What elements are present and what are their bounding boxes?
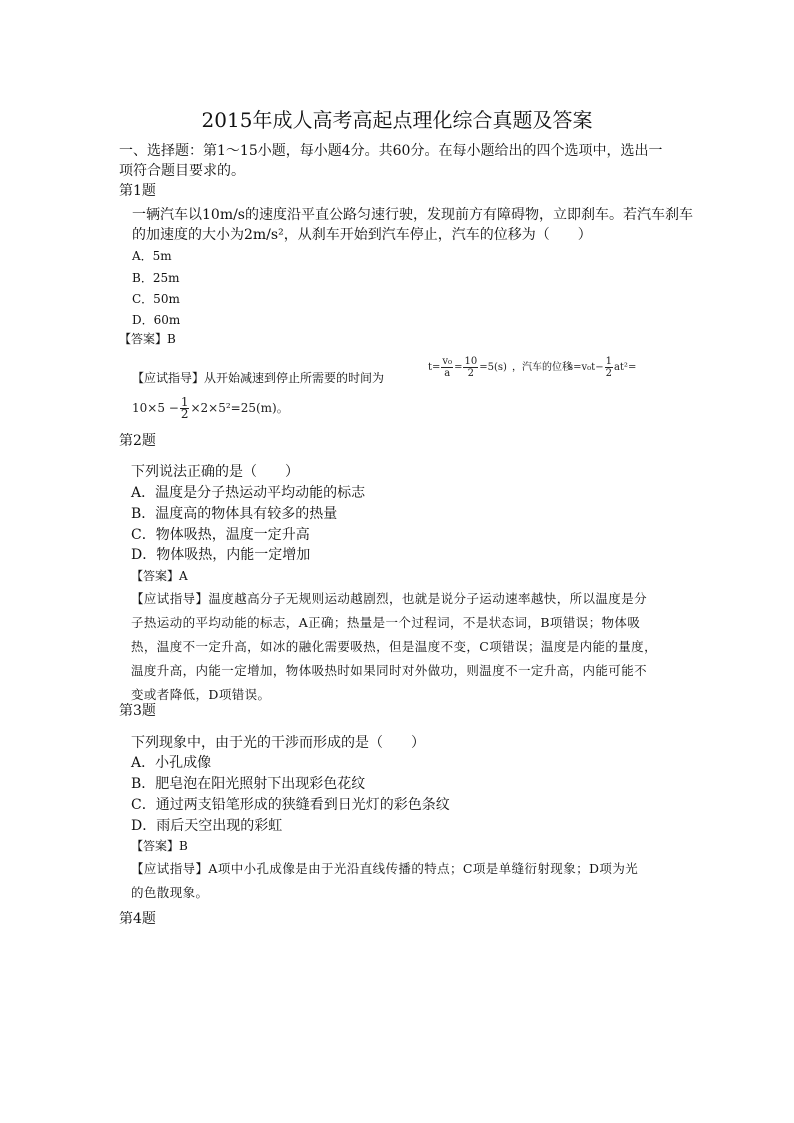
question-3-heading: 第3题: [119, 703, 156, 719]
formula-t-fraction-2: [463, 356, 478, 379]
question-2-option-b: B．温度高的物体具有较多的热量: [131, 506, 338, 522]
question-3-option-d: D．雨后天空出现的彩虹: [131, 818, 283, 834]
fraction-numerator: 1: [180, 395, 189, 409]
formula-s-fraction: [605, 356, 613, 379]
question-1-stem-line2: 的加速度的大小为2m/s²，从刹车开始到汽车停止，汽车的位移为（ ）: [132, 227, 592, 243]
fraction-denominator: 2: [180, 407, 189, 421]
question-3-option-a: A．小孔成像: [131, 755, 212, 771]
question-2-guide-line3: 热，温度不一定升高，如冰的融化需要吸热，但是温度不变，C项错误；温度是内能的量度，: [131, 639, 657, 654]
question-2-guide-line1: 【应试指导】温度越高分子无规则运动越剧烈，也就是说分子运动速率越快，所以温度是分: [131, 591, 648, 606]
question-1-guide-label: 【应试指导】从开始减速到停止所需要的时间为: [132, 371, 385, 385]
question-3-guide-line2: 的色散现象。: [131, 885, 209, 900]
fraction-numerator: 1: [605, 356, 612, 367]
formula-s-suffix: at²=: [613, 362, 637, 373]
question-2-stem: 下列说法正确的是（ ）: [131, 464, 299, 480]
question-2-answer: 【答案】A: [131, 569, 188, 583]
question-2-option-d: D．物体吸热，内能一定增加: [131, 547, 311, 563]
formula-t-fraction-1: [441, 356, 453, 379]
fraction-numerator: v₀: [442, 356, 453, 367]
question-1-guide-mid: ，汽车的位移: [512, 362, 572, 373]
question-1-formula-displacement: [568, 356, 636, 379]
question-2-heading: 第2题: [119, 433, 156, 449]
section-instruction-line2: 项符合题目要求的。: [119, 163, 245, 179]
fraction-denominator: 2: [467, 368, 475, 379]
question-3-stem: 下列现象中，由于光的干涉而形成的是（ ）: [131, 735, 425, 751]
question-1-formula-result: [132, 397, 289, 420]
question-1-option-b: B．25m: [132, 271, 180, 285]
formula-t-result: =5(s): [479, 362, 507, 373]
formula-t-prefix: t=: [428, 362, 441, 373]
formula-s-prefix: s=v₀t−: [568, 362, 604, 373]
question-1-option-c: C．50m: [132, 292, 180, 306]
question-3-option-c: C．通过两支铅笔形成的狭缝看到日光灯的彩色条纹: [131, 797, 450, 813]
document-title: 2015年成人高考高起点理化综合真题及答案: [201, 108, 593, 132]
question-1-stem-line1: 一辆汽车以10m/s的速度沿平直公路匀速行驶，发现前方有障碍物，立即刹车。若汽车刹车: [132, 207, 693, 223]
formula2-prefix: 10×5 −: [132, 401, 179, 415]
question-2-guide-line2: 子热运动的平均动能的标志，A正确；热量是一个过程词，不是状态词，B项错误；物体吸: [131, 615, 641, 630]
question-1-option-a: A．5m: [132, 249, 172, 263]
question-3-option-b: B．肥皂泡在阳光照射下出现彩色花纹: [131, 776, 366, 792]
formula-t-equals: =: [454, 362, 463, 373]
question-3-answer: 【答案】B: [131, 839, 188, 853]
question-1-heading: 第1题: [119, 183, 156, 199]
question-2-option-a: A．温度是分子热运动平均动能的标志: [131, 485, 366, 501]
question-4-heading: 第4题: [119, 911, 156, 927]
fraction-numerator: 10: [464, 356, 478, 367]
formula2-fraction: [180, 397, 190, 420]
question-1-option-d: D．60m: [132, 313, 181, 327]
question-1-formula-time: [428, 356, 507, 379]
question-2-guide-line4: 温度升高，内能一定增加，物体吸热时如果同时对外做功，则温度不一定升高，内能可能不: [131, 663, 648, 678]
question-2-guide-line5: 变或者降低，D项错误。: [131, 687, 271, 702]
question-1-answer: 【答案】B: [119, 332, 176, 346]
fraction-denominator: 2: [605, 368, 612, 379]
fraction-denominator: a: [444, 368, 451, 379]
question-3-guide-line1: 【应试指导】A项中小孔成像是由于光沿直线传播的特点；C项是单缝衍射现象；D项为光: [131, 861, 639, 876]
question-2-option-c: C．物体吸热，温度一定升高: [131, 527, 310, 543]
section-instruction-line1: 一、选择题：第1～15小题，每小题4分。共60分。在每小题给出的四个选项中，选出一: [119, 143, 663, 159]
formula2-suffix: ×2×5²=25(m)。: [190, 401, 289, 415]
